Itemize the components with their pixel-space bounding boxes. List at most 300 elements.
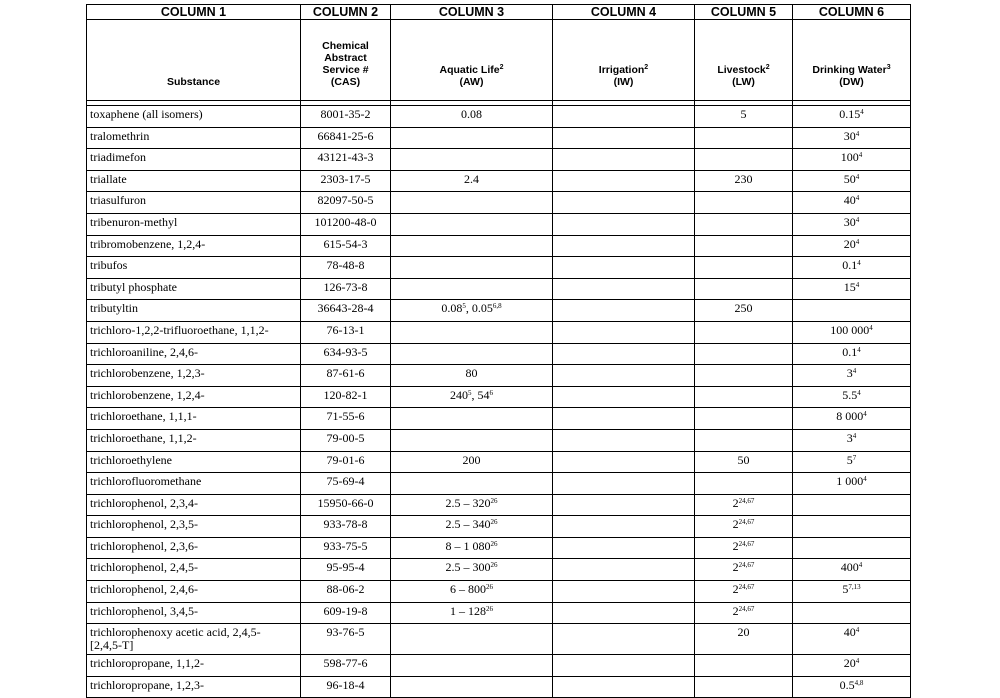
- aquatic-life-value: [391, 655, 553, 677]
- guideline-table-container: [86, 4, 910, 698]
- footnote-reference: 26: [490, 539, 498, 548]
- substance-name: [87, 451, 301, 473]
- cas-header-line: (CAS): [330, 76, 361, 88]
- cas-number: 609-19-8: [301, 602, 391, 624]
- footnote-reference: 4: [855, 129, 860, 138]
- footnote-reference: 5: [462, 302, 466, 311]
- livestock-value: [695, 581, 793, 603]
- substance-name: [87, 365, 301, 387]
- substance-name: [87, 127, 301, 149]
- table-row: [87, 676, 911, 698]
- substance-name: [87, 149, 301, 171]
- substance-name: [87, 170, 301, 192]
- substance-header-label: Substance: [166, 76, 221, 88]
- drinking-water-value: [793, 408, 911, 430]
- irrigation-header: [553, 20, 695, 101]
- irrigation-value: [553, 127, 695, 149]
- column-2-heading: COLUMN 2: [301, 5, 391, 20]
- drinking-water-value: [793, 559, 911, 581]
- irrigation-value: [553, 300, 695, 322]
- cas-header: [301, 20, 391, 101]
- substance-rows: [87, 106, 911, 698]
- irrigation-value: [553, 170, 695, 192]
- table-row: [87, 257, 911, 279]
- guideline-value: 5: [846, 452, 853, 467]
- drinking-water-value: [793, 321, 911, 343]
- guideline-value: 0.15: [839, 107, 861, 121]
- guideline-value: 30: [843, 214, 856, 229]
- livestock-header: [695, 20, 793, 101]
- livestock-value: [695, 213, 793, 235]
- table-row: [87, 451, 911, 473]
- substance-name: [87, 192, 301, 214]
- irrigation-value: [553, 602, 695, 624]
- guideline-value: 5: [842, 582, 849, 597]
- footnote-reference: 24,67: [738, 583, 755, 592]
- table-row: [87, 235, 911, 257]
- substance-name: [87, 581, 301, 603]
- livestock-value: [695, 559, 793, 581]
- irrigation-value: [553, 321, 695, 343]
- livestock-value: [695, 408, 793, 430]
- drinking-water-value: [793, 537, 911, 559]
- footnote-reference: 4: [857, 388, 861, 397]
- guideline-value: 40: [843, 625, 856, 640]
- aquatic-life-header: [391, 20, 553, 101]
- substance-name: [87, 655, 301, 677]
- table-row: [87, 559, 911, 581]
- substance-name: [87, 300, 301, 322]
- substance-name-line: tribenuron-methyl: [90, 214, 178, 229]
- drinking-water-value: [793, 655, 911, 677]
- substance-name-line: triasulfuron: [90, 193, 146, 208]
- footnote-reference: 4: [855, 280, 860, 289]
- guideline-value: 1 000: [836, 474, 864, 489]
- guideline-value: 2.4: [464, 171, 479, 186]
- footnote-reference: 4: [852, 431, 857, 440]
- aquatic-life-label: Aquatic Life: [439, 64, 500, 76]
- substance-name: [87, 408, 301, 430]
- guideline-value: 2.5 – 300: [445, 560, 491, 575]
- aquatic-life-value: [391, 559, 553, 581]
- aquatic-life-value: [391, 106, 553, 128]
- irrigation-value: [553, 149, 695, 171]
- aquatic-life-value: [391, 516, 553, 538]
- substance-name-line: trichloroaniline, 2,4,6-: [90, 344, 198, 359]
- livestock-value: [695, 149, 793, 171]
- table-row: [87, 602, 911, 624]
- table-row: [87, 192, 911, 214]
- livestock-value: [695, 655, 793, 677]
- footnote-reference: 4: [855, 237, 860, 246]
- substance-name-line: triadimefon: [90, 150, 146, 165]
- irrigation-value: [553, 343, 695, 365]
- aquatic-life-value: [391, 257, 553, 279]
- footnote-reference: 4: [855, 657, 860, 666]
- column-number-row: [87, 5, 911, 20]
- guideline-value: 30: [843, 128, 856, 143]
- guideline-value: , 0.05: [465, 301, 493, 316]
- substance-name-line: trichlorobenzene, 1,2,4-: [90, 387, 205, 402]
- irrigation-value: [553, 537, 695, 559]
- guideline-value: 20: [843, 656, 856, 671]
- cas-number: 87-61-6: [301, 365, 391, 387]
- livestock-abbr: (LW): [732, 76, 755, 88]
- substance-name-line: tribufos: [90, 258, 128, 273]
- aquatic-life-value: [391, 473, 553, 495]
- drinking-water-header: [793, 20, 911, 101]
- substance-name: [87, 106, 301, 128]
- aquatic-life-value: [391, 149, 553, 171]
- table-row: [87, 624, 911, 655]
- drinking-water-value: [793, 429, 911, 451]
- table-row: [87, 537, 911, 559]
- table-row: [87, 278, 911, 300]
- drinking-water-value: [793, 581, 911, 603]
- footnote-reference: 6,8: [492, 302, 502, 311]
- table-row: [87, 494, 911, 516]
- drinking-water-abbr: (DW): [839, 76, 864, 88]
- footnote-reference: 4: [858, 151, 863, 160]
- footnote-reference: 7,13: [848, 583, 861, 592]
- substance-name-line: trichlorophenol, 2,3,4-: [90, 495, 198, 510]
- drinking-water-value: [793, 343, 911, 365]
- livestock-value: [695, 537, 793, 559]
- substance-name-line: trichlorophenol, 2,4,6-: [90, 582, 198, 597]
- substance-name-line: tribromobenzene, 1,2,4-: [90, 236, 206, 251]
- livestock-value: [695, 602, 793, 624]
- guideline-value: 8 000: [836, 409, 864, 424]
- table-row: [87, 581, 911, 603]
- table-row: [87, 213, 911, 235]
- aquatic-life-value: [391, 451, 553, 473]
- guideline-value: 5.5: [842, 387, 858, 402]
- cas-number: 8001-35-2: [301, 106, 391, 128]
- cas-number: 95-95-4: [301, 559, 391, 581]
- aquatic-life-value: [391, 127, 553, 149]
- cas-number: 933-75-5: [301, 537, 391, 559]
- substance-name-line: trichlorofluoromethane: [90, 474, 202, 489]
- footnote-reference: 4: [857, 259, 861, 268]
- aquatic-life-value: [391, 429, 553, 451]
- table-row: [87, 170, 911, 192]
- drinking-water-value: [793, 106, 911, 128]
- substance-name: [87, 278, 301, 300]
- column-6-heading: COLUMN 6: [793, 5, 911, 20]
- livestock-value: [695, 516, 793, 538]
- substance-name: [87, 213, 301, 235]
- guideline-value: 240: [450, 387, 468, 402]
- aquatic-life-value: [391, 343, 553, 365]
- substance-name-line: trichloropropane, 1,1,2-: [90, 656, 204, 671]
- livestock-value: [695, 676, 793, 698]
- footnote-reference: 26: [490, 561, 498, 570]
- substance-name-line: toxaphene (all isomers): [90, 107, 203, 121]
- column-label-row: [87, 20, 911, 101]
- drinking-water-value: [793, 602, 911, 624]
- table-row: [87, 516, 911, 538]
- livestock-footnote: 2: [765, 64, 770, 71]
- substance-name-line: trichlorophenoxy acetic acid, 2,4,5-: [90, 625, 261, 640]
- substance-name-line: tralomethrin: [90, 128, 150, 143]
- guideline-value: 100 000: [830, 322, 870, 337]
- livestock-value: [695, 257, 793, 279]
- livestock-value: [695, 192, 793, 214]
- guideline-value: 0.08: [441, 301, 463, 316]
- irrigation-value: [553, 559, 695, 581]
- substance-name: [87, 516, 301, 538]
- guideline-value: 400: [840, 560, 859, 575]
- irrigation-value: [553, 624, 695, 655]
- aquatic-life-footnote: 2: [499, 64, 504, 71]
- irrigation-value: [553, 106, 695, 128]
- cas-number: 88-06-2: [301, 581, 391, 603]
- footnote-reference: 24,67: [738, 539, 755, 548]
- footnote-reference: 4: [858, 561, 863, 570]
- guideline-value: 2.5 – 320: [445, 495, 491, 510]
- guideline-value: 2: [732, 495, 739, 510]
- footnote-reference: 4: [869, 323, 873, 332]
- irrigation-abbr: (IW): [613, 76, 634, 88]
- livestock-value: [695, 300, 793, 322]
- cas-number: 43121-43-3: [301, 149, 391, 171]
- substance-name-line: tributyltin: [90, 301, 138, 316]
- substance-name: [87, 386, 301, 408]
- guideline-value: 2: [732, 603, 739, 618]
- guideline-value: 2.5 – 340: [445, 517, 491, 532]
- guideline-value: 0.5: [839, 677, 855, 692]
- irrigation-value: [553, 257, 695, 279]
- cas-number: 615-54-3: [301, 235, 391, 257]
- guideline-value: 50: [737, 452, 750, 467]
- footnote-reference: 6: [489, 388, 493, 397]
- drinking-water-value: [793, 213, 911, 235]
- livestock-value: [695, 321, 793, 343]
- guideline-value: 1 – 128: [450, 603, 486, 618]
- cas-number: 634-93-5: [301, 343, 391, 365]
- livestock-value: [695, 386, 793, 408]
- guideline-value: 230: [734, 171, 753, 186]
- cas-header-line: Chemical: [322, 40, 369, 52]
- aquatic-life-value: [391, 365, 553, 387]
- footnote-reference: 26: [486, 604, 493, 613]
- drinking-water-value: [793, 386, 911, 408]
- footnote-reference: 26: [490, 496, 498, 505]
- irrigation-label: Irrigation: [598, 64, 645, 76]
- table-row: [87, 655, 911, 677]
- livestock-value: [695, 451, 793, 473]
- cas-number: 2303-17-5: [301, 170, 391, 192]
- table-row: [87, 343, 911, 365]
- table-row: [87, 408, 911, 430]
- cas-number: 126-73-8: [301, 278, 391, 300]
- water-quality-guideline-table: [86, 4, 911, 698]
- irrigation-value: [553, 278, 695, 300]
- drinking-water-value: [793, 257, 911, 279]
- livestock-value: [695, 343, 793, 365]
- guideline-value: 2: [732, 517, 739, 532]
- footnote-reference: 4,8: [854, 678, 864, 687]
- cas-number: 76-13-1: [301, 321, 391, 343]
- irrigation-value: [553, 451, 695, 473]
- substance-name: [87, 235, 301, 257]
- substance-name-line: trichloroethane, 1,1,2-: [90, 430, 197, 445]
- livestock-value: [695, 624, 793, 655]
- cas-number: 75-69-4: [301, 473, 391, 495]
- aquatic-life-value: [391, 537, 553, 559]
- drinking-water-value: [793, 676, 911, 698]
- cas-number: 71-55-6: [301, 408, 391, 430]
- guideline-value: 3: [846, 430, 853, 445]
- guideline-value: 0.1: [842, 344, 858, 359]
- livestock-value: [695, 170, 793, 192]
- aquatic-life-value: [391, 676, 553, 698]
- irrigation-value: [553, 408, 695, 430]
- table-row: [87, 106, 911, 128]
- footnote-reference: 4: [852, 367, 857, 376]
- footnote-reference: 7: [852, 453, 857, 462]
- footnote-reference: 24,67: [738, 496, 755, 505]
- guideline-value: 50: [843, 171, 856, 186]
- guideline-value: , 54: [471, 387, 490, 402]
- table-row: [87, 300, 911, 322]
- irrigation-value: [553, 213, 695, 235]
- guideline-value: 8 – 1 080: [445, 538, 491, 553]
- cas-number: 96-18-4: [301, 676, 391, 698]
- livestock-value: [695, 235, 793, 257]
- drinking-water-value: [793, 365, 911, 387]
- livestock-label: Livestock: [717, 64, 766, 76]
- footnote-reference: 4: [855, 215, 860, 224]
- cas-number: 15950-66-0: [301, 494, 391, 516]
- table-row: [87, 127, 911, 149]
- drinking-water-label: Drinking Water: [812, 64, 887, 76]
- irrigation-value: [553, 235, 695, 257]
- aquatic-life-value: [391, 170, 553, 192]
- guideline-value: 200: [462, 452, 481, 467]
- footnote-reference: 26: [490, 518, 498, 527]
- aquatic-life-value: [391, 278, 553, 300]
- irrigation-value: [553, 386, 695, 408]
- aquatic-life-value: [391, 408, 553, 430]
- substance-name: [87, 537, 301, 559]
- footnote-reference: 26: [486, 583, 493, 592]
- aquatic-life-value: [391, 192, 553, 214]
- cas-number: 933-78-8: [301, 516, 391, 538]
- drinking-water-value: [793, 170, 911, 192]
- drinking-water-footnote: 3: [886, 64, 891, 71]
- footnote-reference: 24,67: [738, 518, 755, 527]
- cas-header-line: Abstract: [324, 52, 367, 64]
- guideline-value: 3: [846, 366, 853, 381]
- substance-name: [87, 429, 301, 451]
- cas-header-line: Service #: [322, 64, 369, 76]
- substance-header: [87, 20, 301, 101]
- guideline-value: 0.08: [461, 107, 482, 121]
- guideline-value: 2: [732, 538, 739, 553]
- guideline-value: 0.1: [842, 258, 858, 273]
- substance-name-line: trichloroethane, 1,1,1-: [90, 409, 197, 424]
- cas-number: 36643-28-4: [301, 300, 391, 322]
- cas-number: 79-00-5: [301, 429, 391, 451]
- guideline-value: 100: [840, 150, 859, 165]
- substance-name-line: trichloroethylene: [90, 452, 172, 467]
- aquatic-life-value: [391, 386, 553, 408]
- table-row: [87, 429, 911, 451]
- livestock-value: [695, 494, 793, 516]
- drinking-water-value: [793, 278, 911, 300]
- irrigation-value: [553, 676, 695, 698]
- footnote-reference: 24,67: [738, 604, 755, 613]
- guideline-value: 15: [843, 279, 856, 294]
- livestock-value: [695, 278, 793, 300]
- aquatic-life-value: [391, 494, 553, 516]
- cas-number: 120-82-1: [301, 386, 391, 408]
- footnote-reference: 4: [863, 475, 867, 484]
- irrigation-value: [553, 192, 695, 214]
- drinking-water-value: [793, 300, 911, 322]
- substance-name: [87, 321, 301, 343]
- cas-number: 101200-48-0: [301, 213, 391, 235]
- aquatic-life-value: [391, 581, 553, 603]
- cas-number: 66841-25-6: [301, 127, 391, 149]
- aquatic-life-value: [391, 213, 553, 235]
- footnote-reference: 4: [857, 345, 861, 354]
- irrigation-value: [553, 581, 695, 603]
- substance-name: [87, 343, 301, 365]
- livestock-value: [695, 365, 793, 387]
- substance-name: [87, 473, 301, 495]
- substance-name-line: trichloropropane, 1,2,3-: [90, 677, 204, 692]
- livestock-value: [695, 473, 793, 495]
- footnote-reference: 5: [468, 388, 472, 397]
- substance-name-line: trichloro-1,2,2-trifluoroethane, 1,1,2-: [90, 322, 269, 337]
- irrigation-value: [553, 429, 695, 451]
- aquatic-life-value: [391, 602, 553, 624]
- footnote-reference: 4: [860, 108, 864, 116]
- livestock-value: [695, 429, 793, 451]
- guideline-value: 20: [843, 236, 856, 251]
- aquatic-life-value: [391, 624, 553, 655]
- substance-name: [87, 602, 301, 624]
- substance-name-line: [2,4,5-T]: [90, 638, 134, 653]
- substance-name: [87, 494, 301, 516]
- substance-name-line: trichlorophenol, 2,3,5-: [90, 517, 198, 532]
- cas-number: 78-48-8: [301, 257, 391, 279]
- table-row: [87, 365, 911, 387]
- column-1-heading: COLUMN 1: [87, 5, 301, 20]
- aquatic-life-value: [391, 300, 553, 322]
- footnote-reference: 4: [855, 626, 860, 635]
- footnote-reference: 4: [855, 172, 860, 181]
- livestock-value: [695, 127, 793, 149]
- irrigation-value: [553, 655, 695, 677]
- cas-number: 82097-50-5: [301, 192, 391, 214]
- substance-name: [87, 624, 301, 655]
- cas-number: 93-76-5: [301, 624, 391, 655]
- substance-name-line: trichlorobenzene, 1,2,3-: [90, 366, 205, 381]
- substance-name: [87, 257, 301, 279]
- guideline-value: 20: [737, 625, 750, 640]
- irrigation-value: [553, 365, 695, 387]
- drinking-water-value: [793, 624, 911, 655]
- substance-name-line: tributyl phosphate: [90, 279, 177, 294]
- irrigation-value: [553, 473, 695, 495]
- guideline-value: 6 – 800: [450, 582, 486, 597]
- drinking-water-value: [793, 473, 911, 495]
- cas-number: 598-77-6: [301, 655, 391, 677]
- guideline-value: 40: [843, 193, 856, 208]
